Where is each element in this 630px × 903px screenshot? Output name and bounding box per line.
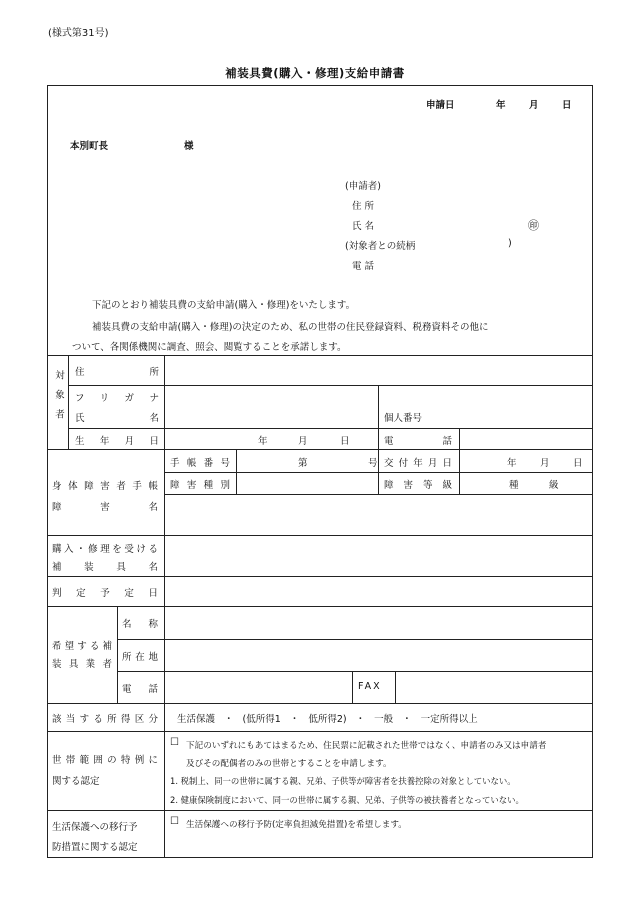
- divider: [47, 703, 593, 704]
- application-day: 日: [562, 100, 572, 111]
- welfare-line-1: 生活保護への移行予防(定率負担減免措置)を希望します。: [186, 820, 407, 830]
- disability-name-label: 障 害 名: [52, 502, 158, 513]
- divider: [164, 355, 165, 858]
- statement-line-2: 補装具費の支給申請(購入・修理)の決定のため、私の世帯の住民登録資料、税務資料その他に: [92, 322, 489, 333]
- applicant-address-label: 住 所: [352, 201, 375, 212]
- income-category-label: 該当する所得区分: [52, 714, 158, 725]
- issue-day: 日: [573, 458, 583, 469]
- vendor-label-1: 希望する補: [52, 641, 112, 652]
- vendor-fax-label: FAX: [358, 681, 382, 692]
- household-line-1: 下記のいずれにもあてはまるため、住民票に記載された世帯ではなく、申請者のみ又は申請者: [186, 741, 547, 751]
- divider: [47, 606, 593, 607]
- device-label-1: 購入・修理を受ける: [52, 544, 158, 555]
- divider: [378, 385, 379, 449]
- subject-address-label: 住 所: [75, 367, 159, 378]
- divider: [68, 385, 593, 386]
- vendor-name-label: 名 称: [122, 619, 158, 630]
- device-label-2: 補 装 具 名: [52, 562, 158, 573]
- household-item-2: 2. 健康保険制度において、同一の世帯に属する親、兄弟、子供等の被扶養者となっていない。: [170, 795, 524, 805]
- divider: [117, 671, 593, 672]
- subject-birthdate-label: 生年月日: [75, 436, 159, 447]
- relation-label: (対象者との続柄: [345, 241, 416, 252]
- divider: [47, 731, 593, 732]
- birth-year: 年: [258, 436, 268, 447]
- divider: [117, 606, 118, 703]
- vendor-label-2: 装具業者: [52, 659, 112, 670]
- income-options: 生活保護 ・ (低所得1 ・ 低所得2) ・ 一般 ・ 一定所得以上: [177, 714, 478, 725]
- household-label-2: 関する認定: [52, 776, 100, 787]
- applicant-heading: (申請者): [345, 181, 381, 192]
- disability-grade-label: 障害等級: [384, 480, 452, 491]
- form-title: 補装具費(購入・修理)支給申請書: [225, 66, 405, 80]
- household-checkbox[interactable]: ☐: [170, 737, 179, 748]
- welfare-label-1: 生活保護への移行予: [52, 822, 138, 833]
- divider: [352, 671, 353, 703]
- divider: [47, 535, 593, 536]
- form-number: (様式第31号): [48, 28, 109, 39]
- subject-side-label: 対象者: [53, 370, 64, 429]
- divider: [117, 639, 593, 640]
- handbook-number-label: 手帳番号: [170, 458, 230, 469]
- divider: [395, 671, 396, 703]
- divider: [378, 449, 379, 494]
- application-month: 月: [529, 100, 539, 111]
- divider: [459, 428, 460, 449]
- household-item-1: 1. 税制上、同一の世帯に属する親、兄弟、子供等が障害者を扶養控除の対象としていない。: [170, 776, 516, 786]
- divider: [47, 576, 593, 577]
- honorific: 様: [184, 141, 194, 152]
- divider: [164, 494, 593, 495]
- grade-level: 級: [549, 480, 559, 491]
- seal-mark: ㊞: [528, 219, 539, 232]
- birth-day: 日: [340, 436, 350, 447]
- birth-month: 月: [298, 436, 308, 447]
- divider: [459, 449, 460, 494]
- divider: [68, 355, 69, 449]
- application-date-label: 申請日: [426, 100, 455, 111]
- handbook-number-go: 号: [368, 458, 378, 469]
- handbook-number-dai: 第: [298, 458, 308, 469]
- applicant-phone-label: 電 話: [352, 261, 375, 272]
- disability-type-label: 障害種別: [170, 480, 230, 491]
- subject-furigana-label: フリガナ: [75, 393, 159, 404]
- grade-type: 種: [509, 480, 519, 491]
- issue-date-label: 交付年月日: [384, 458, 452, 469]
- issue-month: 月: [540, 458, 550, 469]
- divider: [236, 449, 237, 494]
- statement-line-3: ついて、各関係機関に調査、照会、閲覧することを承諾します。: [72, 342, 347, 353]
- individual-number-label: 個人番号: [384, 413, 423, 424]
- addressee: 本別町長: [70, 141, 109, 152]
- household-label-1: 世帯範囲の特例に: [52, 755, 158, 766]
- welfare-label-2: 防措置に関する認定: [52, 842, 138, 853]
- applicant-name-label: 氏 名: [352, 221, 375, 232]
- vendor-location-label: 所在地: [122, 652, 158, 663]
- household-line-2: 及びその配偶者のみの世帯とすることを申請します。: [186, 759, 392, 769]
- decision-date-label: 判定予定日: [52, 588, 158, 599]
- divider: [47, 449, 593, 450]
- vendor-phone-label: 電 話: [122, 684, 158, 695]
- issue-year: 年: [507, 458, 517, 469]
- subject-phone-label: 電 話: [384, 436, 452, 447]
- divider: [68, 428, 593, 429]
- divider: [47, 355, 593, 356]
- divider: [47, 810, 593, 811]
- welfare-checkbox[interactable]: ☐: [170, 816, 179, 827]
- relation-close: ): [508, 238, 512, 249]
- handbook-label: 身体障害者手帳: [52, 481, 158, 492]
- statement-line-1: 下記のとおり補装具費の支給申請(購入・修理)をいたします。: [92, 300, 356, 311]
- application-year: 年: [496, 100, 506, 111]
- subject-name-label: 氏 名: [75, 413, 159, 424]
